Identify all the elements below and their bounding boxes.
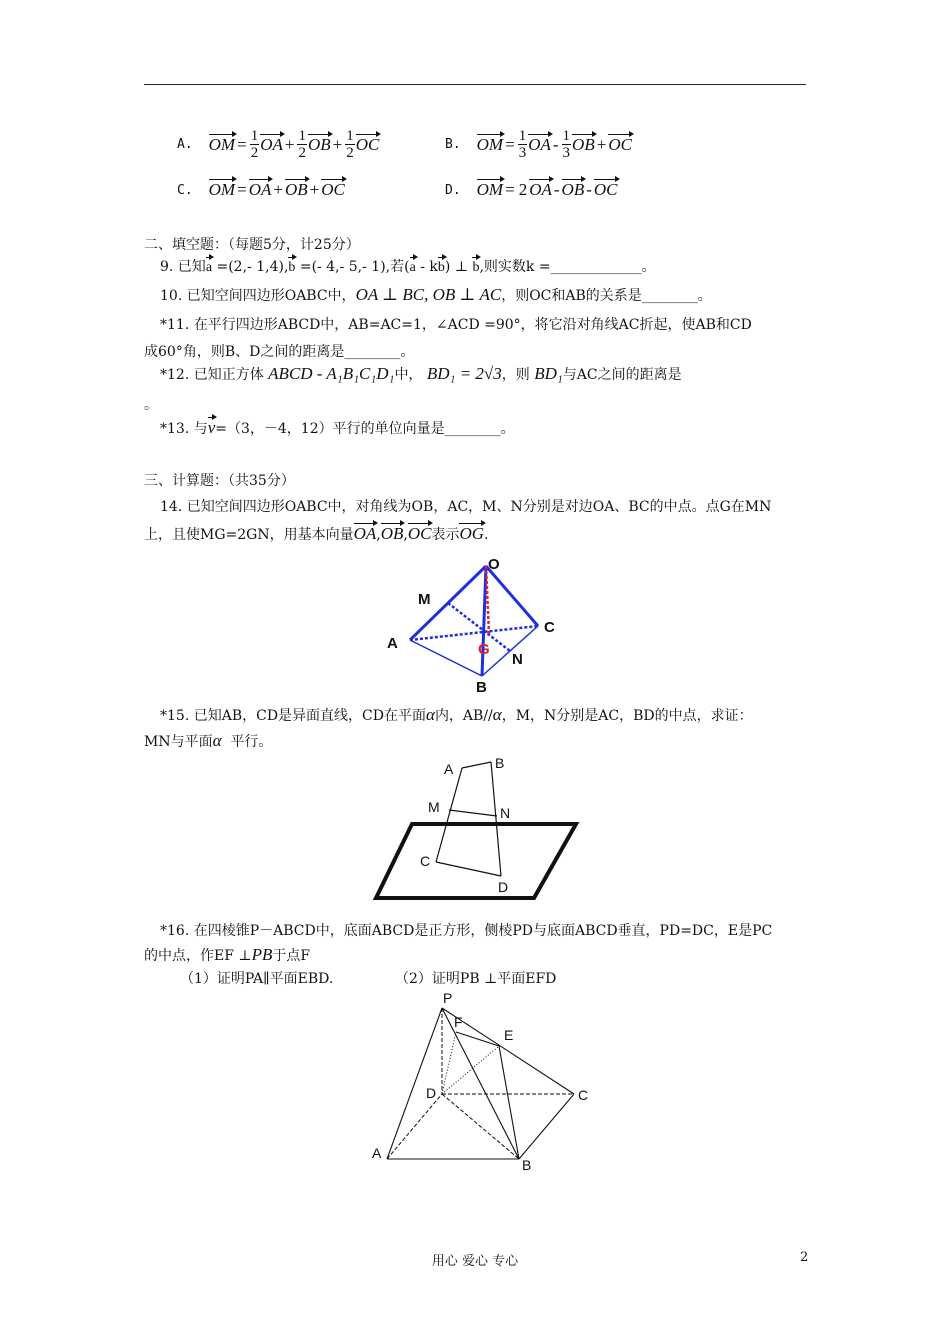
vector-oc: OC (608, 134, 632, 154)
figure-tetrahedron (380, 552, 570, 697)
label-e: E (504, 1027, 514, 1043)
vector-a: a (410, 258, 416, 278)
question-10: 10. 已知空间四边形OABC中，OA ⊥ BC, OB ⊥ AC，则OC和AB的关系是________。 (160, 285, 712, 304)
option-c-label: C. (177, 182, 193, 198)
question-11-line1: *11. 在平行四边形ABCD中，AB=AC=1，∠ACD =90°，将它沿对角线AC折起，使AB和CD (160, 317, 752, 333)
question-9: 9. 已知a =(2,- 1,4),b =(- 4,- 5,- 1),若(a - kb) ⊥ b,则实数k =_____________。 (160, 258, 656, 278)
label-f: F (454, 1014, 463, 1030)
plane-alpha (376, 824, 576, 898)
vector-ob: OB (380, 524, 404, 543)
vector-oc: OC (593, 180, 618, 199)
label-a: A (372, 1145, 382, 1161)
edge-ad (387, 1094, 442, 1159)
vector-ob: OB (307, 134, 331, 154)
edge-ac (410, 626, 538, 640)
question-14-line2: 上，且使MG=2GN，用基本向量OA,OB,OC表示OG. (144, 524, 489, 543)
question-15-line2: MN与平面α 平行。 (144, 731, 273, 750)
option-a-label: A. (177, 137, 193, 152)
option-d-label: D. (445, 182, 461, 198)
segment-de (442, 1046, 499, 1094)
vector-ob: OB (561, 180, 585, 199)
vector-ob: OB (572, 134, 595, 154)
option-a: A. OM = $\frac{1}{2}$ OA + $\frac{1}{2}$ OB + $\frac{1}{2}$ OC (177, 128, 380, 161)
label-d: D (426, 1085, 437, 1101)
label-b: B (495, 755, 505, 771)
option-c: C. OM = OA + OB + OC (177, 180, 345, 199)
question-12-line2: 。 (144, 397, 158, 413)
page-footer: 用心 爱心 专心 (431, 1254, 519, 1269)
label-m: M (418, 591, 431, 608)
edge-pa (387, 1008, 442, 1159)
section2-title: 二、填空题：（每题5分，计25分） (144, 237, 360, 253)
label-d: D (498, 879, 509, 895)
math-bd1-ref: BD₁ (534, 364, 563, 383)
edge-ab (410, 640, 482, 676)
vector-a: a (206, 258, 212, 278)
label-c: C (578, 1087, 589, 1103)
alpha-symbol: α (426, 705, 435, 724)
fraction-third: $\frac{1}{3}$ (562, 128, 571, 161)
math-pb: PB (251, 945, 273, 964)
edge-oc (486, 566, 538, 626)
math-bd1: BD₁ = 2√3 (426, 364, 502, 383)
question-16-sub1: （1）证明PA∥平面EBD. (180, 971, 334, 987)
question-15-line1: *15. 已知AB，CD是异面直线，CD在平面α内，AB//α，M，N分别是AC，BD的中点，求证： (160, 705, 753, 724)
vector-oa: OA (260, 134, 283, 154)
label-c: C (544, 619, 555, 636)
option-b: B. OM = $\frac{1}{3}$ OA - $\frac{1}{3}$ OB + OC (445, 128, 632, 161)
math-perpendicular: OA ⊥ BC, OB ⊥ AC (355, 285, 502, 304)
fraction-half: $\frac{1}{2}$ (346, 128, 354, 161)
fraction-half: $\frac{1}{2}$ (298, 128, 306, 161)
label-b: B (476, 679, 487, 696)
vector-oa: OA (248, 180, 272, 199)
edge-ob (482, 566, 486, 676)
fraction-half: $\frac{1}{2}$ (250, 128, 259, 161)
label-c: C (420, 853, 431, 869)
vector-oc: OC (321, 180, 345, 199)
segment-cd (436, 862, 501, 876)
segment-db (442, 1094, 519, 1159)
question-16-sub2: （2）证明PB ⊥平面EFD (395, 971, 557, 987)
vector-v: v (207, 418, 216, 437)
vector-oa: OA (353, 524, 377, 543)
math-cube: ABCD - A₁B₁C₁D₁ (268, 364, 395, 383)
vector-om: OM (476, 134, 504, 154)
vector-om: OM (476, 180, 504, 199)
segment-og (486, 566, 489, 634)
edge-bc (519, 1094, 574, 1159)
segment-eb (499, 1046, 519, 1159)
label-o: O (488, 556, 500, 573)
question-13: *13. 与v=（3，－4，12）平行的单位向量是________。 (160, 418, 515, 437)
page-number: 2 (800, 1250, 809, 1265)
question-16-line1: *16. 在四棱锥P－ABCD中，底面ABCD是正方形，侧棱PD与底面ABCD垂直，PD=DC，E是PC (160, 923, 773, 939)
label-g: G (478, 641, 490, 658)
vector-oc: OC (355, 134, 380, 154)
figure-skew-lines (370, 752, 585, 904)
label-a: A (387, 635, 398, 652)
label-p: P (443, 990, 453, 1006)
question-12: *12. 已知正方体 ABCD - A₁B₁C₁D₁中， BD₁ = 2√3，则 BD₁与AC之间的距离是 (160, 364, 682, 383)
header-rule (144, 84, 806, 85)
vector-og: OG (459, 524, 485, 543)
label-n: N (512, 651, 523, 668)
vector-b: b (472, 258, 479, 278)
alpha-symbol: α (212, 731, 222, 750)
segment-fe (456, 1032, 499, 1046)
segment-df (442, 1032, 456, 1094)
segment-ab (462, 762, 491, 768)
segment-mn (449, 810, 497, 816)
vector-ob: OB (284, 180, 308, 199)
edge-bc (482, 626, 538, 676)
option-d: D. OM = 2 OA - OB - OC (445, 180, 618, 199)
vector-oa: OA (528, 134, 551, 154)
alpha-symbol: α (492, 705, 502, 724)
vector-om: OM (208, 134, 236, 154)
section3-title: 三、计算题：（共35分） (144, 473, 295, 489)
label-b: B (522, 1157, 532, 1173)
segment-ac (436, 768, 462, 862)
vector-oa: OA (529, 180, 552, 199)
question-11-line2: 成60°角，则B、D之间的距离是________。 (144, 344, 415, 360)
vector-oc: OC (407, 524, 432, 543)
vector-b: b (438, 258, 445, 278)
label-n: N (500, 805, 511, 821)
fraction-third: $\frac{1}{3}$ (518, 128, 527, 161)
question-14-line1: 14. 已知空间四边形OABC中，对角线为OB，AC，M、N分别是对边OA、BC的中点。点G在MN (160, 499, 772, 515)
option-b-label: B. (445, 137, 461, 152)
vector-b: b (288, 258, 295, 278)
question-16-line2: 的中点，作EF ⊥PB于点F (144, 945, 311, 964)
label-m: M (428, 799, 440, 815)
vector-om: OM (208, 180, 236, 199)
label-a: A (444, 761, 454, 777)
figure-pyramid (366, 988, 596, 1173)
